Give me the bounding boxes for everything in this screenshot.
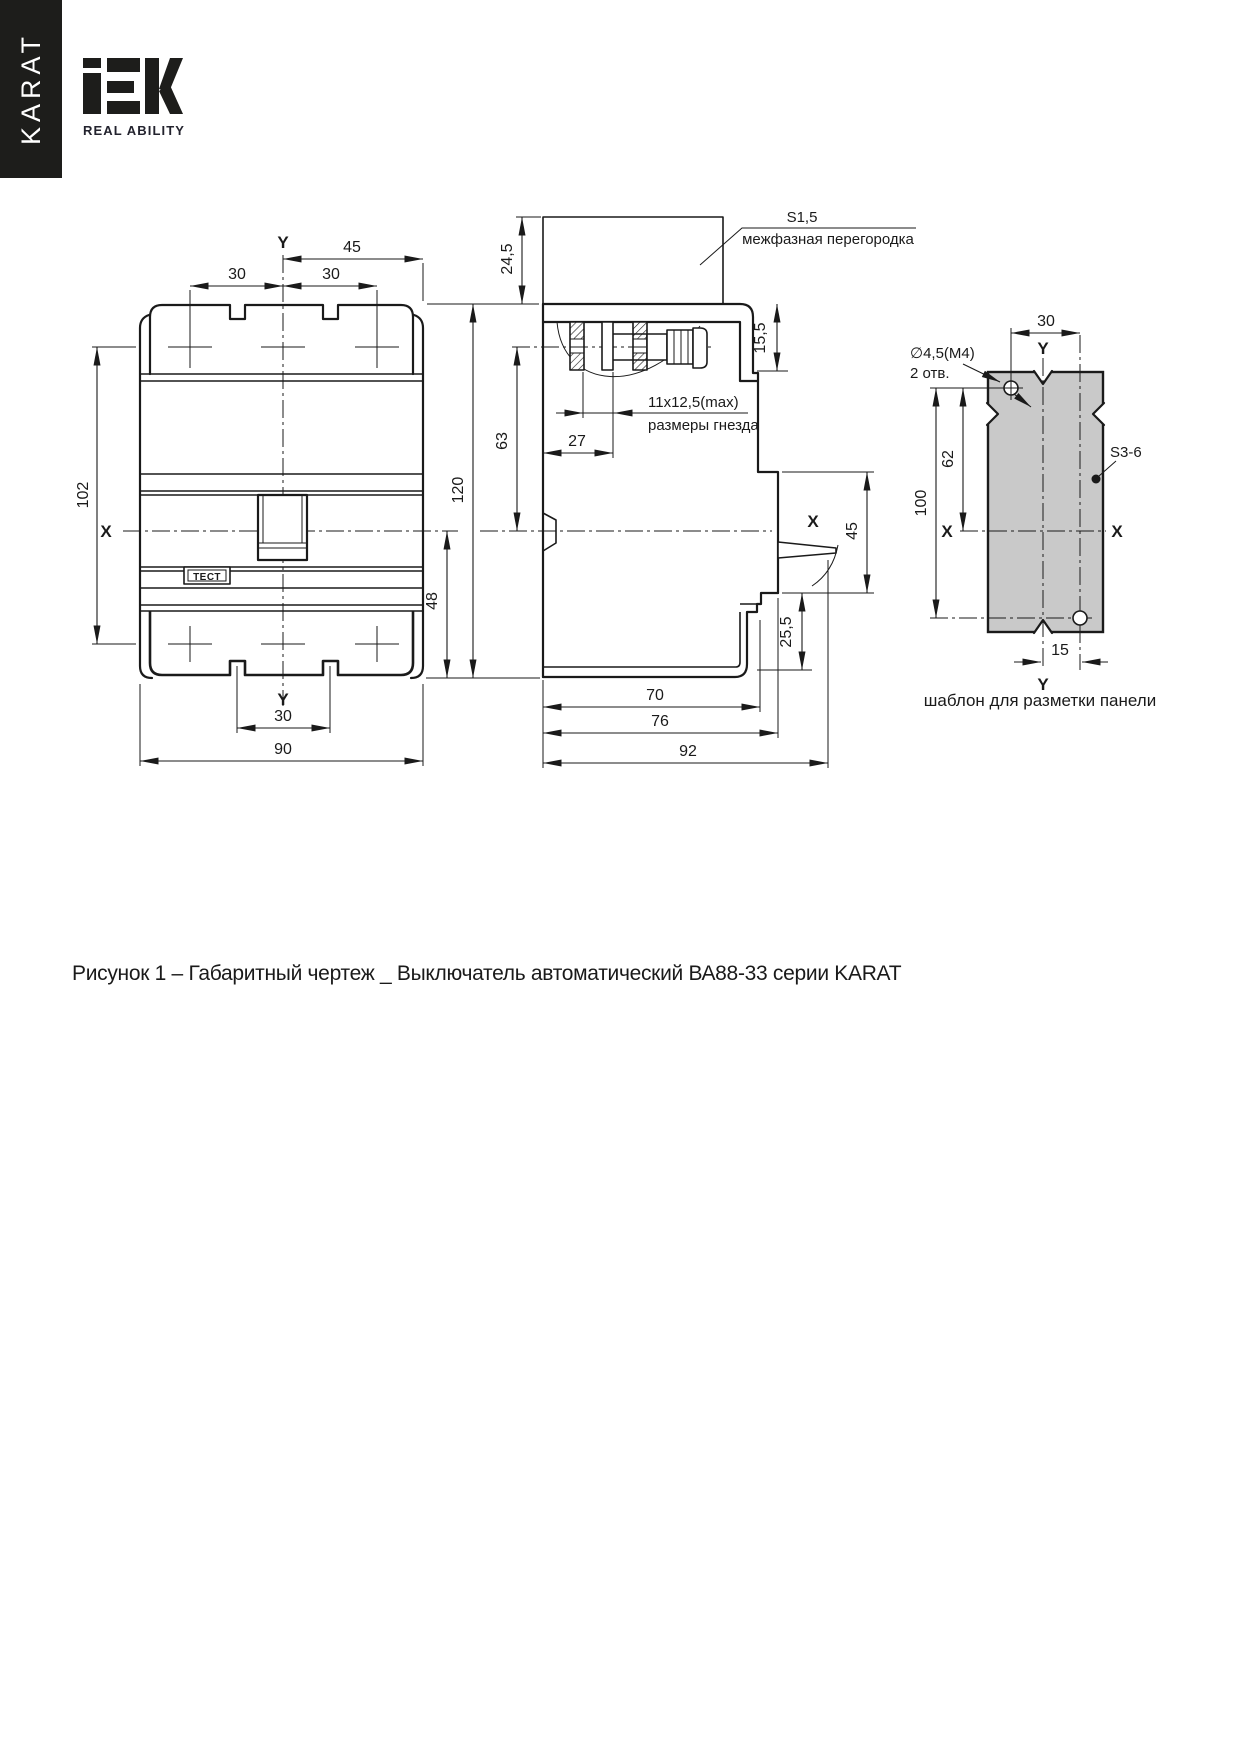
panel-template-plate (988, 372, 1103, 632)
dim-92: 92 (679, 743, 697, 760)
hole-spec-label: ∅4,5(M4) (910, 345, 975, 362)
hole-count-label: 2 отв. (910, 365, 950, 382)
side-bottom-outline (543, 593, 778, 677)
side-right-edge (758, 381, 778, 593)
dim-30-left: 30 (228, 266, 246, 283)
panel-template-view (910, 313, 1156, 710)
side-bottom-inner-line (543, 612, 740, 667)
test-button-label: ТЕСТ (193, 572, 221, 583)
dim-100: 100 (913, 489, 930, 517)
front-test-button (184, 567, 230, 584)
terminal-bolt-thread (667, 330, 693, 364)
side-toggle-handle (778, 542, 836, 558)
dim-70: 70 (646, 687, 664, 704)
template-caption: шаблон для разметки панели (923, 691, 1157, 710)
front-bottom-cover (150, 611, 413, 675)
front-axis-y-bottom: Y (277, 690, 289, 709)
front-axis-y-top: Y (277, 233, 289, 252)
front-view (75, 233, 540, 766)
partition-name-label: межфазная перегородка (742, 231, 914, 248)
dim-76: 76 (651, 713, 669, 730)
dim-45-side: 45 (844, 522, 861, 540)
dim-120: 120 (450, 476, 467, 504)
side-axis-x: X (807, 512, 819, 531)
series-label: KARAT (15, 32, 46, 146)
front-axis-x: X (100, 522, 112, 541)
template-axis-y-top: Y (1037, 339, 1049, 358)
partition-thickness-label: S1,5 (786, 209, 818, 226)
figure-caption: Рисунок 1 – Габаритный чертеж _ Выключатель автоматический ВА88-33 серии KARAT (72, 962, 902, 985)
template-axis-x-left: X (941, 522, 953, 541)
dim-62: 62 (940, 450, 957, 468)
front-top-cover (150, 305, 413, 374)
template-axis-x-right: X (1111, 522, 1123, 541)
mounting-hole-bottom (1073, 611, 1087, 625)
dim-48: 48 (424, 592, 441, 610)
dim-15-5: 15,5 (752, 322, 769, 354)
dim-24-5: 24,5 (499, 243, 516, 275)
dim-25-5: 25,5 (778, 616, 795, 648)
dim-90: 90 (274, 741, 292, 758)
dim-15: 15 (1051, 642, 1069, 659)
dim-45-top: 45 (343, 239, 361, 256)
front-seam-lines (140, 374, 423, 611)
terminal-assembly (557, 322, 707, 377)
socket-size-label: 11х12,5(max) (648, 394, 739, 411)
template-axis-y-bottom: Y (1037, 675, 1049, 694)
dim-30-template: 30 (1037, 313, 1055, 330)
brand-tagline: REAL ABILITY (83, 123, 186, 138)
dim-27: 27 (568, 433, 586, 450)
dim-30-right: 30 (322, 266, 340, 283)
panel-thickness-label: S3-6 (1110, 444, 1142, 461)
dim-63: 63 (494, 432, 511, 450)
front-toggle-handle (258, 495, 307, 560)
dim-30-bottom: 30 (274, 708, 292, 725)
panel-surface-dot (1092, 475, 1101, 484)
terminal-bolt-head (693, 328, 707, 368)
dim-102: 102 (75, 481, 92, 509)
interphase-partition (543, 217, 723, 304)
terminal-bolt-shaft (647, 334, 667, 360)
side-view (450, 209, 916, 768)
side-mount-clip (543, 513, 556, 551)
socket-note-label: размеры гнезда (648, 417, 759, 434)
